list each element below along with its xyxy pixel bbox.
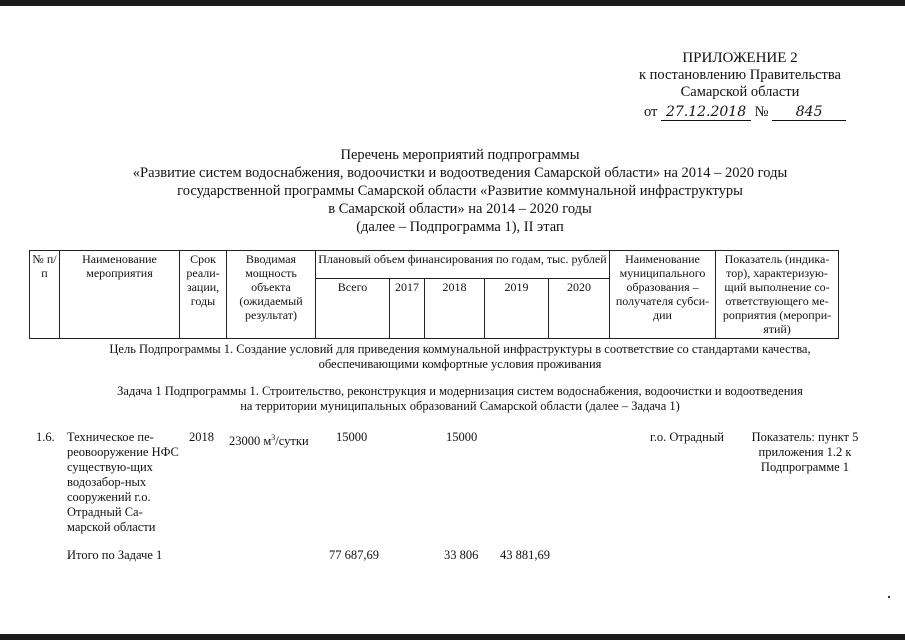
row-recipient: г.о. Отрадный [650,430,724,444]
row-capacity [229,430,309,449]
top-border-line [0,0,905,6]
col-term: Срок реали-зации, годы [180,251,227,339]
col-name: Наименование мероприятия [60,251,180,339]
bottom-border-line [0,634,905,640]
number-label: № [754,104,769,120]
goal-line-2: обеспечивающими комфортные условия проживания [318,357,602,371]
from-label: от [644,104,658,120]
row-total: 15000 [336,430,368,444]
col-funding: Плановый объем финансирования по годам, тыс. рублей [316,251,610,279]
program-goal [60,342,860,372]
goal-line-1: Цель Подпрограммы 1. Создание условий для приведения коммунальной инфраструктуры в соответствие со стандартами качества, [109,342,811,356]
task-line-1: Задача 1 Подпрограммы 1. Строительство, реконструкция и модернизация систем водоснабжения, водоочистки и водоотведения [117,384,803,398]
scan-speck [888,596,890,598]
capacity-value: 23000 м [229,434,272,449]
table-header [29,250,839,339]
handwritten-date: 27.12.2018 [661,104,751,121]
row-indicator: Показатель: пункт 5 приложения 1.2 к Подпрограмме 1 [751,430,859,474]
appendix-line-1: к постановлению Правительства [639,67,841,83]
col-num: № п/п [30,251,60,339]
col-2018: 2018 [425,279,485,339]
handwritten-number: 845 [772,104,846,121]
totals-total: 77 687,69 [329,548,379,562]
row-year: 2018 [189,430,214,444]
col-indicator: Показатель (индика-тор), характеризую-щий выполнение со-ответствующего ме-роприятия (меропри-ятий) [716,251,839,339]
heading-line-4: в Самарской области» на 2014 – 2020 годы [328,201,592,217]
totals-label: Итого по Задаче 1 [67,548,163,562]
col-capacity: Вводимая мощность объекта (ожидаемый результат) [227,251,316,339]
task-line-2: на территории муниципальных образований Самарской области (далее – Задача 1) [240,399,680,413]
capacity-superscript: 3 [271,433,276,442]
row-activity-name: Техническое пе-реовооружение НФС существую-щих водозабор-ных сооружений г.о. Отрадный Са-марской области [67,430,179,534]
totals-2019: 43 881,69 [500,548,550,562]
totals-2018: 33 806 [444,548,479,562]
col-recipient: Наименование муниципального образования – получателя субси-дии [610,251,716,339]
row-number: 1.6. [36,430,55,444]
col-2020: 2020 [549,279,610,339]
program-task [60,384,860,414]
col-2017: 2017 [390,279,425,339]
appendix-block [610,50,870,101]
heading-line-5: (далее – Подпрограмма 1), II этап [356,219,564,235]
appendix-line-2: Самарской области [680,84,800,100]
document-heading [60,146,860,236]
heading-line-1: Перечень мероприятий подпрограммы [340,147,580,163]
col-total: Всего [316,279,390,339]
capacity-unit: /сутки [275,434,309,449]
col-2019: 2019 [485,279,549,339]
decree-reference [644,104,846,121]
row-2018: 15000 [446,430,478,444]
appendix-title: ПРИЛОЖЕНИЕ 2 [682,50,798,66]
heading-line-2: «Развитие систем водоснабжения, водоочистки и водоотведения Самарской области» на 2014 – 2020 годы [132,165,788,181]
heading-line-3: государственной программы Самарской области «Развитие коммунальной инфраструктуры [177,183,743,199]
